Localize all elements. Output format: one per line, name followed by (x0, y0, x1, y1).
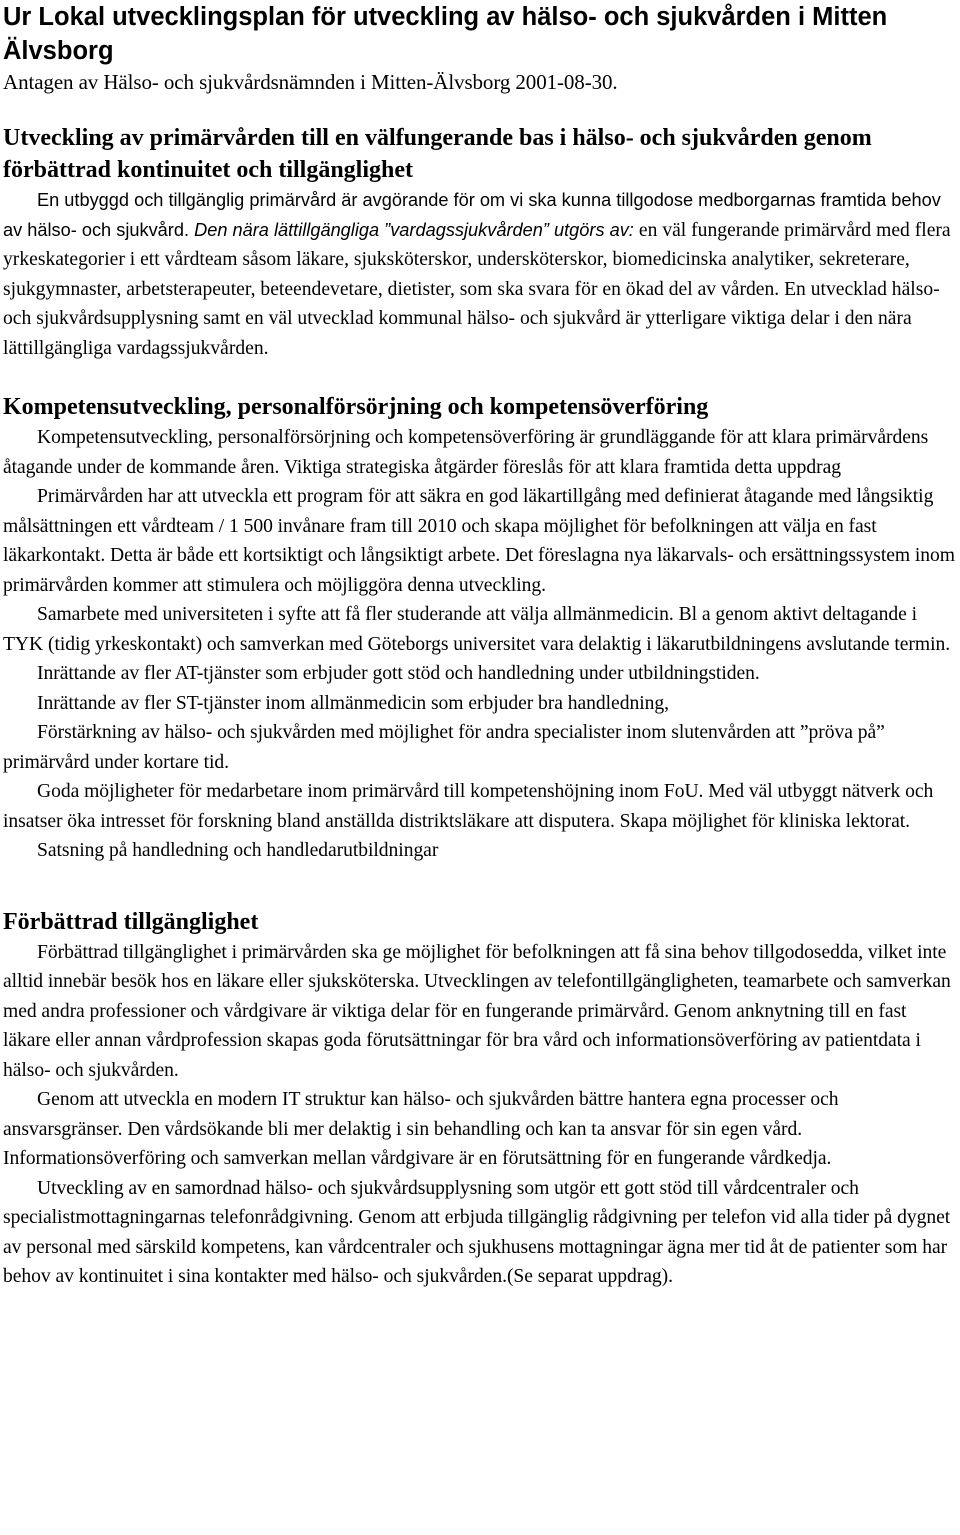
document-page (3, 0, 957, 1292)
paragraph: Inrättande av fler AT-tjänster som erbjuder gott stöd och handledning under utbildningstiden. (37, 663, 760, 684)
paragraph: Samarbete med universiteten i syfte att få fler studerande att välja allmänmedicin. Bl a genom aktivt deltagande i TYK (tidig yrkeskontakt) och samverkan med Göteborgs universitet vara delaktig i läkarutbildningens avslutande termin. (3, 604, 951, 655)
adopted-line: Antagen av Hälso- och sjukvårdsnämnden i Mitten-Älvsborg 2001-08-30. (3, 70, 618, 94)
paragraph: Inrättande av fler ST-tjänster inom allmänmedicin som erbjuder bra handledning, (37, 692, 669, 714)
section-heading-primary-care: Utveckling av primärvården till en välfungerande bas i hälso- och sjukvården genom förbättrad kontinuitet och tillgänglighet (3, 125, 872, 183)
section-heading-competence: Kompetensutveckling, personalförsörjning och kompetensöverföring (3, 394, 709, 420)
spacer (3, 363, 957, 391)
spacer (3, 866, 957, 906)
intro-rest-text: en väl fungerande primärvård med flera yrkeskategorier i ett vårdteam såsom läkare, sjuksköterskor, undersköterskor, biomedicinska analytiker, sekreterare, sjukgymnaster, arbetsterapeuter, beteendevetare, dietister, som ska svara för en ökad del av vården. En utvecklad hälso- och sjukvårdsupplysning samt en väl utvecklad kommunal hälso- och sjukvård är ytterligare viktiga delar i den nära lättillgängliga vardagssjukvården. (3, 219, 951, 359)
paragraph: Genom att utveckla en modern IT struktur kan hälso- och sjukvården bättre hantera egna processer och ansvarsgränser. Den vårdsökande bli mer delaktig i sin behandling och kan ta ansvar för sin egen vård. Informationsöverföring och samverkan mellan vårdgivare är en förutsättning för en fungerande vårdkedja. (3, 1089, 839, 1169)
paragraph: Primärvården har att utveckla ett program för att säkra en god läkartillgång med definierat åtagande med långsiktig målsättningen ett vårdteam / 1 500 invånare fram till 2010 och skapa möjlighet för befolkningen att välja en fast läkarkontakt. Detta är både ett kortsiktigt och långsiktigt arbete. Det föreslagna nya läkarvals- och ersättningssystem inom primärvården kommer att stimulera och möjliggöra denna utveckling. (3, 486, 955, 596)
paragraph: Förstärkning av hälso- och sjukvården med möjlighet för andra specialister inom slutenvården att ”pröva på” primärvård under kortare tid. (3, 722, 885, 773)
section-intro-paragraph (3, 186, 957, 363)
paragraph: Kompetensutveckling, personalförsörjning och kompetensöverföring är grundläggande för att klara primärvårdens åtagande under de kommande åren. Viktiga strategiska åtgärder föreslås för att klara framtida detta uppdrag (3, 427, 929, 478)
spacer (3, 96, 957, 122)
intro-italic-text: Den nära lättillgängliga ”vardagssjukvården” utgörs av: (194, 219, 634, 240)
intro-sans-text: En utbyggd och tillgänglig primärvård är avgörande för om vi ska kunna tillgodose medborgarnas framtida behov av hälso- och sjukvård. (3, 190, 941, 240)
paragraph: Goda möjligheter för medarbetare inom primärvård till kompetenshöjning inom FoU. Med väl utbyggt nätverk och insatser öka intresset för forskning bland anställda distriktsläkare att disputera. Skapa möjlighet för kliniska lektorat. (3, 781, 934, 832)
section-heading-accessibility: Förbättrad tillgänglighet (3, 908, 259, 935)
paragraph: Förbättrad tillgänglighet i primärvården ska ge möjlighet för befolkningen att få sina behov tillgodosedda, vilket inte alltid innebär besök hos en läkare eller sjuksköterska. Utvecklingen av telefontillgängligheten, teamarbete och samverkan med andra professioner och vårdgivare är viktiga delar för en fungerande primärvård. Genom anknytning till en fast läkare eller annan vårdprofession skapas goda förutsättningar för bra vård och informationsöverföring av patientdata i hälso- och sjukvården. (3, 941, 951, 1081)
paragraph: Satsning på handledning och handledarutbildningar (37, 840, 439, 861)
document-title: Ur Lokal utvecklingsplan för utveckling av hälso- och sjukvården i Mitten Älvsborg (3, 3, 888, 65)
paragraph: Utveckling av en samordnad hälso- och sjukvårdsupplysning som utgör ett gott stöd till vårdcentraler och specialistmottagningarnas telefonrådgivning. Genom att erbjuda tillgänglig rådgivning per telefon vid alla tider på dygnet av personal med särskild kompetens, kan vårdcentraler och sjukhusens mottagningar ägna mer tid åt de patienter som har behov av kontinuitet i sina kontakter med hälso- och sjukvården.(Se separat uppdrag). (3, 1177, 951, 1287)
